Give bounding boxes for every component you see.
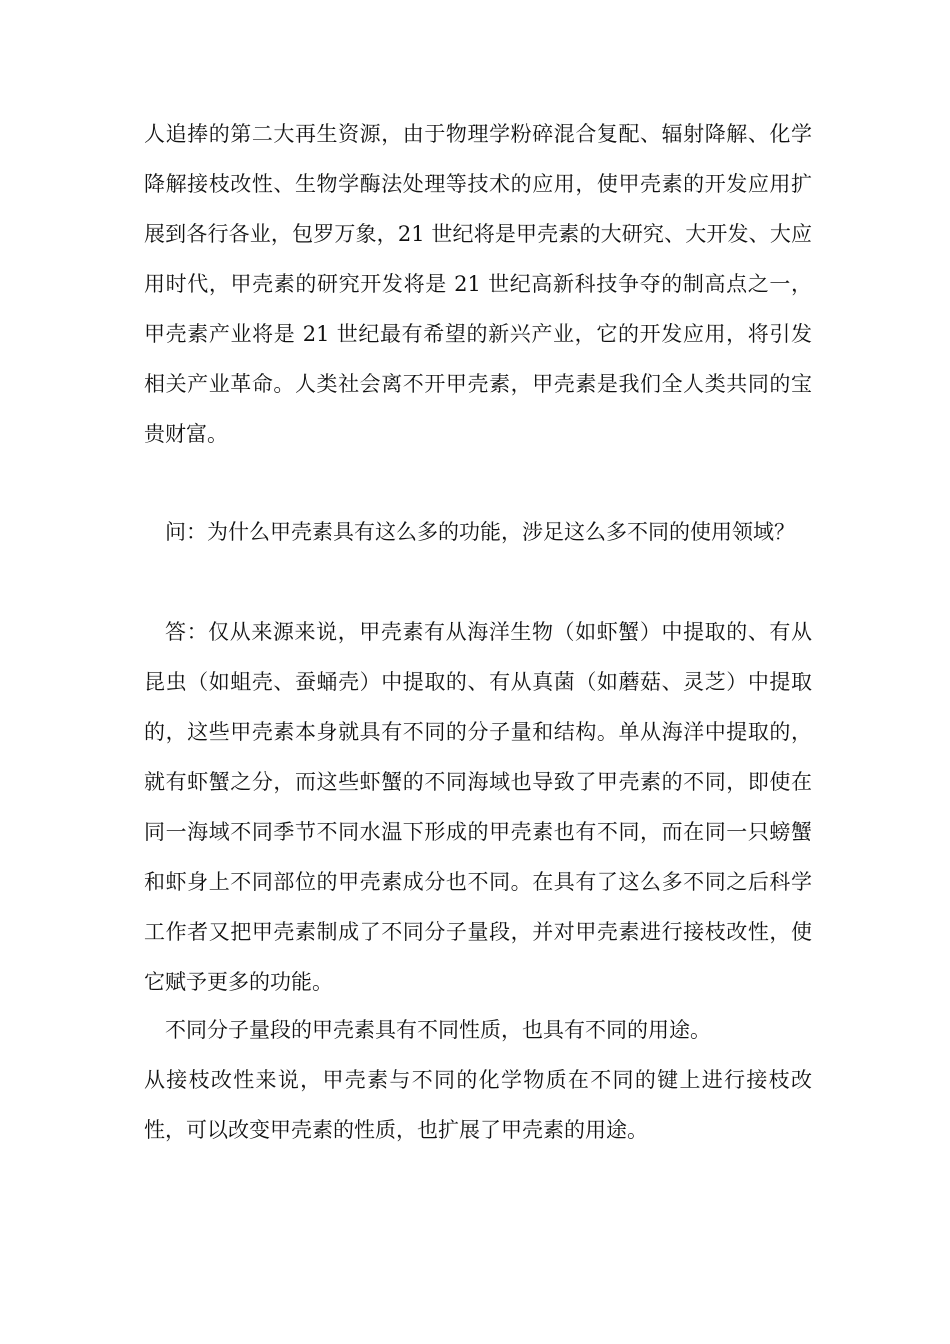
paragraph-intro: 人追捧的第二大再生资源，由于物理学粉碎混合复配、辐射降解、化学降解接枝改性、生物学酶法处理等技术的应用，使甲壳素的开发应用扩展到各行各业，包罗万象，21 世纪将是甲壳素的大研究、大开发、大应用时代，甲壳素的研究开发将是 21 世纪高新科技争夺的制高点之一，甲壳素产业将是 21 世纪最有希望的新兴产业，它的开发应用，将引发相关产业革命。人类社会离不开甲壳素，甲壳素是我们全人类共同的宝贵财富。 [144, 122, 812, 446]
paragraph-molecular-weight: 不同分子量段的甲壳素具有不同性质，也具有不同的用途。 [165, 1018, 711, 1042]
paragraph-question: 问：为什么甲壳素具有这么多的功能，涉足这么多不同的使用领域？ [165, 520, 795, 544]
paragraph-graft-modification: 从接枝改性来说，甲壳素与不同的化学物质在不同的键上进行接枝改性，可以改变甲壳素的性质，也扩展了甲壳素的用途。 [144, 1068, 812, 1142]
paragraph-answer: 答：仅从来源来说，甲壳素有从海洋生物（如虾蟹）中提取的、有从昆虫（如蛆壳、蚕蛹壳）中提取的、有从真菌（如蘑菇、灵芝）中提取的，这些甲壳素本身就具有不同的分子量和结构。单从海洋中提取的，就有虾蟹之分，而这些虾蟹的不同海域也导致了甲壳素的不同，即使在同一海域不同季节不同水温下形成的甲壳素也有不同，而在同一只螃蟹和虾身上不同部位的甲壳素成分也不同。在具有了这么多不同之后科学工作者又把甲壳素制成了不同分子量段，并对甲壳素进行接枝改性，使它赋予更多的功能。 [144, 620, 812, 994]
